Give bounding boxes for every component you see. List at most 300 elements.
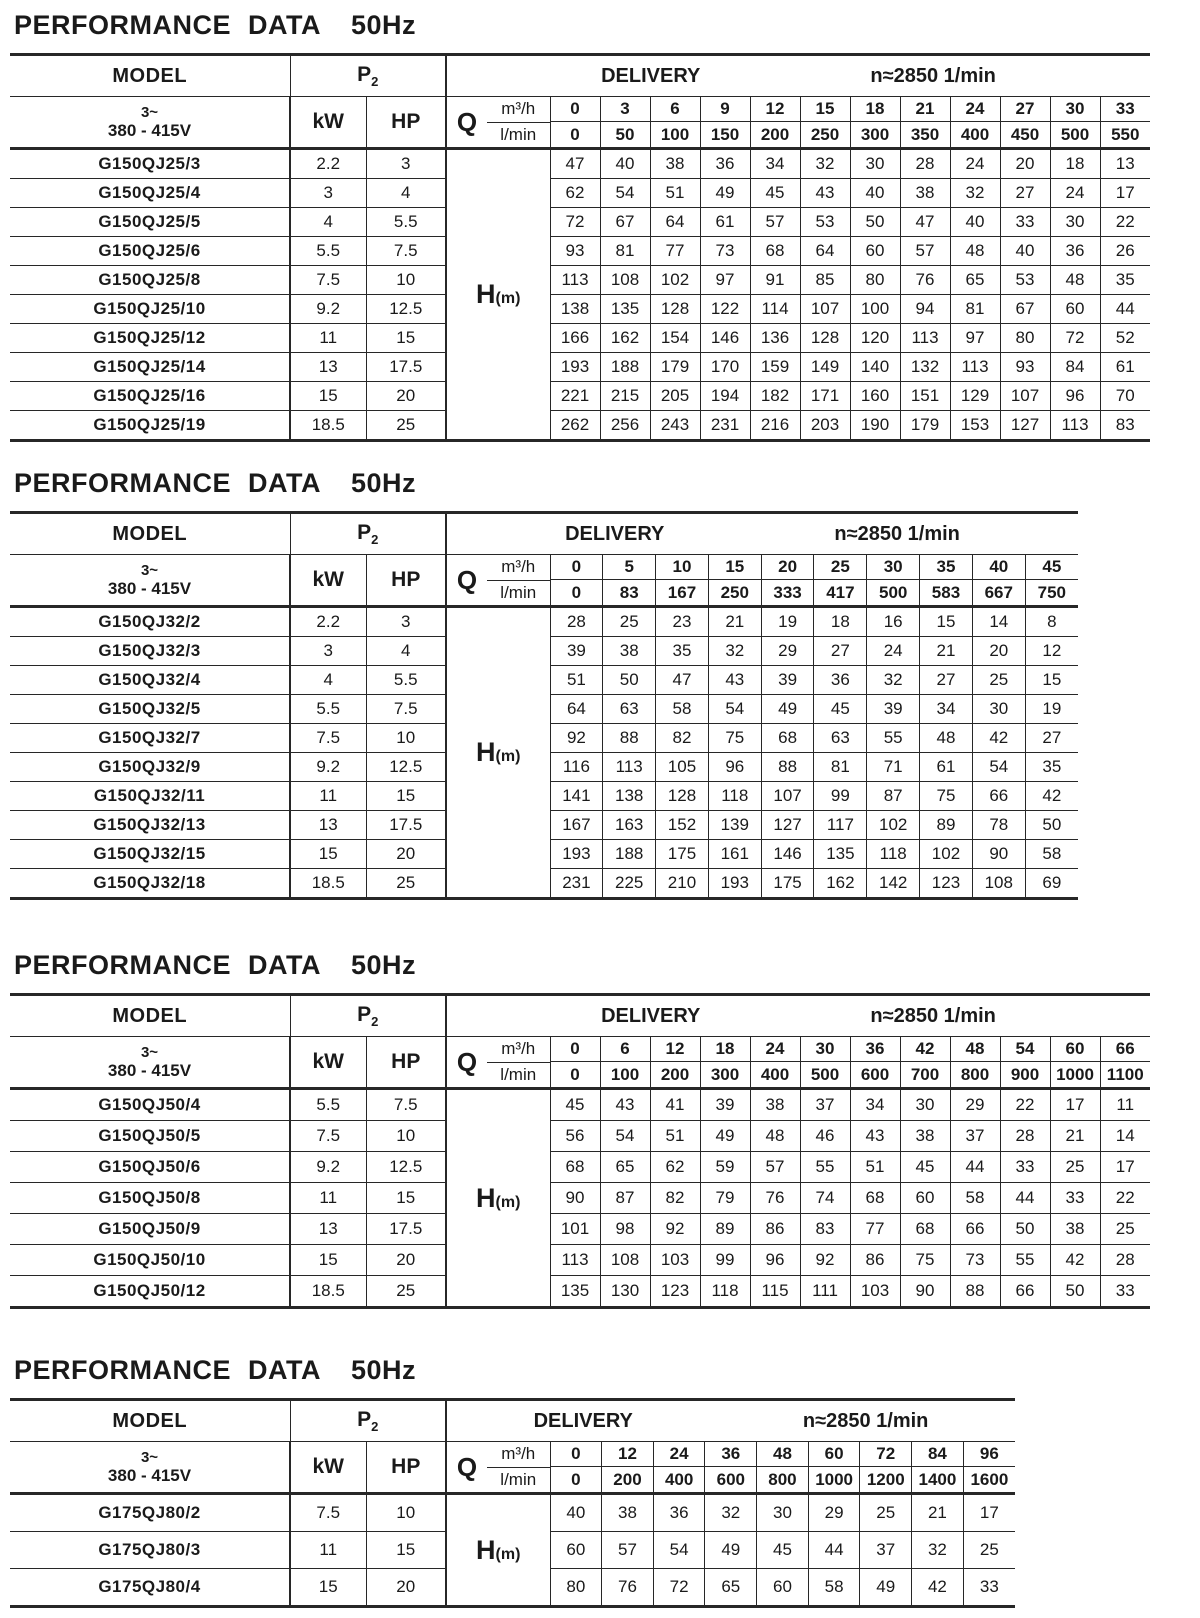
m3h-flow-value: 0 — [550, 97, 600, 122]
head-value: 38 — [750, 1089, 800, 1121]
head-value: 17 — [1100, 179, 1150, 208]
head-value: 161 — [708, 840, 761, 869]
model-row — [10, 324, 1150, 353]
model-name: G150QJ32/5 — [10, 695, 290, 724]
p2-subscript: 2 — [371, 74, 379, 90]
head-value: 89 — [920, 811, 973, 840]
head-value: 135 — [814, 840, 867, 869]
head-unit-cell — [446, 1089, 550, 1308]
head-value: 25 — [860, 1494, 912, 1532]
head-value: 27 — [920, 666, 973, 695]
head-value: 38 — [650, 149, 700, 179]
head-value: 40 — [1000, 237, 1050, 266]
head-value: 66 — [972, 782, 1025, 811]
head-value: 52 — [1100, 324, 1150, 353]
model-column-header: MODEL — [10, 1400, 290, 1442]
lmin-unit-label: l/min — [500, 582, 537, 602]
head-value: 113 — [550, 266, 600, 295]
model-name: G150QJ50/4 — [10, 1089, 290, 1121]
head-value: 86 — [750, 1214, 800, 1245]
head-value: 49 — [700, 1121, 750, 1152]
m3h-flow-value: 0 — [550, 1442, 602, 1467]
head-value: 42 — [1025, 782, 1078, 811]
m3h-flow-value: 12 — [750, 97, 800, 122]
head-value: 49 — [761, 695, 814, 724]
model-name: G150QJ50/6 — [10, 1152, 290, 1183]
m3h-flow-value: 24 — [750, 1037, 800, 1062]
kw-value: 15 — [290, 840, 366, 869]
head-value: 159 — [750, 353, 800, 382]
head-value: 65 — [600, 1152, 650, 1183]
head-value: 118 — [867, 840, 920, 869]
head-value: 225 — [603, 869, 656, 899]
model-row — [10, 237, 1150, 266]
head-value: 51 — [850, 1152, 900, 1183]
head-value: 231 — [550, 869, 603, 899]
head-value: 92 — [650, 1214, 700, 1245]
head-value: 50 — [1000, 1214, 1050, 1245]
m3h-flow-value: 30 — [1050, 97, 1100, 122]
head-value: 43 — [850, 1121, 900, 1152]
lmin-flow-value: 667 — [972, 580, 1025, 607]
p2-subscript: 2 — [371, 1419, 379, 1435]
head-value: 88 — [603, 724, 656, 753]
p2-label: P — [357, 520, 372, 544]
head-value: 72 — [1050, 324, 1100, 353]
phase-voltage-cell — [10, 1442, 290, 1494]
head-value: 93 — [550, 237, 600, 266]
head-value: 188 — [603, 840, 656, 869]
head-value: 80 — [1000, 324, 1050, 353]
head-value: 138 — [550, 295, 600, 324]
hp-value: 20 — [366, 840, 446, 869]
head-value: 46 — [800, 1121, 850, 1152]
head-unit-label: (m) — [495, 290, 521, 307]
performance-table — [10, 511, 1078, 900]
head-value: 194 — [700, 382, 750, 411]
head-value: 60 — [850, 237, 900, 266]
head-value: 188 — [600, 353, 650, 382]
lmin-flow-value: 300 — [700, 1062, 750, 1089]
head-value: 50 — [1025, 811, 1078, 840]
head-value: 55 — [867, 724, 920, 753]
head-value: 73 — [700, 237, 750, 266]
head-value: 21 — [708, 607, 761, 637]
kw-value: 5.5 — [290, 237, 366, 266]
m3h-flow-value: 24 — [950, 97, 1000, 122]
head-value: 140 — [850, 353, 900, 382]
catalog-page — [10, 10, 1200, 1608]
m3h-flow-value: 33 — [1100, 97, 1150, 122]
head-value: 40 — [550, 1494, 602, 1532]
m3h-flow-value: 6 — [650, 97, 700, 122]
lmin-flow-value: 350 — [900, 122, 950, 149]
hp-value: 5.5 — [366, 666, 446, 695]
performance-section — [10, 468, 1200, 900]
hp-value: 10 — [366, 1121, 446, 1152]
head-value: 39 — [700, 1089, 750, 1121]
head-value: 139 — [708, 811, 761, 840]
model-name: G150QJ25/6 — [10, 237, 290, 266]
model-name: G175QJ80/4 — [10, 1569, 290, 1607]
kw-value: 11 — [290, 324, 366, 353]
head-value: 40 — [600, 149, 650, 179]
head-value: 87 — [600, 1183, 650, 1214]
hp-value: 7.5 — [366, 237, 446, 266]
head-value: 54 — [708, 695, 761, 724]
lmin-flow-value: 100 — [650, 122, 700, 149]
head-value: 97 — [700, 266, 750, 295]
head-value: 149 — [800, 353, 850, 382]
head-value: 38 — [602, 1494, 654, 1532]
phase-voltage-cell — [10, 1037, 290, 1089]
hp-value: 4 — [366, 179, 446, 208]
m3h-flow-value: 18 — [700, 1037, 750, 1062]
head-label: H — [476, 737, 496, 767]
head-value: 56 — [550, 1121, 600, 1152]
lmin-flow-value: 400 — [750, 1062, 800, 1089]
column-header-row — [10, 55, 1150, 97]
kw-header: kW — [290, 555, 366, 607]
head-value: 41 — [650, 1089, 700, 1121]
head-value: 49 — [860, 1569, 912, 1607]
head-unit-cell — [446, 1494, 550, 1607]
head-value: 99 — [814, 782, 867, 811]
model-row — [10, 1183, 1150, 1214]
head-value: 107 — [800, 295, 850, 324]
head-value: 65 — [705, 1569, 757, 1607]
m3h-flow-value: 3 — [600, 97, 650, 122]
model-name: G150QJ50/5 — [10, 1121, 290, 1152]
model-row — [10, 149, 1150, 179]
head-value: 102 — [920, 840, 973, 869]
head-value: 44 — [950, 1152, 1000, 1183]
lmin-flow-value: 0 — [550, 580, 603, 607]
p2-subscript: 2 — [371, 1014, 379, 1030]
head-value: 37 — [950, 1121, 1000, 1152]
m3h-flow-value: 30 — [800, 1037, 850, 1062]
head-value: 71 — [867, 753, 920, 782]
head-value: 101 — [550, 1214, 600, 1245]
hp-value: 3 — [366, 607, 446, 637]
head-value: 32 — [705, 1494, 757, 1532]
lmin-flow-value: 400 — [950, 122, 1000, 149]
head-value: 14 — [972, 607, 1025, 637]
head-value: 63 — [603, 695, 656, 724]
head-value: 80 — [550, 1569, 602, 1607]
head-value: 17 — [963, 1494, 1015, 1532]
lmin-flow-value: 0 — [550, 1467, 602, 1494]
kw-value: 15 — [290, 1245, 366, 1276]
head-value: 75 — [920, 782, 973, 811]
head-value: 123 — [650, 1276, 700, 1308]
head-value: 55 — [1000, 1245, 1050, 1276]
head-value: 12 — [1025, 637, 1078, 666]
p2-column-header — [290, 513, 446, 555]
hp-header: HP — [366, 1442, 446, 1494]
m3h-flow-value: 84 — [912, 1442, 964, 1467]
head-value: 42 — [972, 724, 1025, 753]
model-row — [10, 1494, 1015, 1532]
head-value: 103 — [650, 1245, 700, 1276]
head-value: 30 — [900, 1089, 950, 1121]
head-value: 68 — [550, 1152, 600, 1183]
head-value: 128 — [656, 782, 709, 811]
model-name: G150QJ50/12 — [10, 1276, 290, 1308]
head-value: 36 — [653, 1494, 705, 1532]
hp-value: 12.5 — [366, 1152, 446, 1183]
head-value: 92 — [550, 724, 603, 753]
head-value: 81 — [600, 237, 650, 266]
lmin-flow-value: 333 — [761, 580, 814, 607]
head-value: 130 — [600, 1276, 650, 1308]
performance-table — [10, 993, 1150, 1309]
head-value: 231 — [700, 411, 750, 441]
model-name: G150QJ32/3 — [10, 637, 290, 666]
head-value: 30 — [850, 149, 900, 179]
flow-row-m3h — [10, 97, 1150, 122]
head-value: 29 — [808, 1494, 860, 1532]
head-value: 25 — [603, 607, 656, 637]
hp-header: HP — [366, 555, 446, 607]
head-value: 33 — [1050, 1183, 1100, 1214]
model-column-header: MODEL — [10, 55, 290, 97]
head-value: 117 — [814, 811, 867, 840]
lmin-flow-value: 550 — [1100, 122, 1150, 149]
head-value: 43 — [708, 666, 761, 695]
hp-value: 10 — [366, 266, 446, 295]
head-value: 24 — [1050, 179, 1100, 208]
hp-header: HP — [366, 1037, 446, 1089]
kw-value: 9.2 — [290, 753, 366, 782]
head-value: 35 — [1025, 753, 1078, 782]
hp-value: 17.5 — [366, 1214, 446, 1245]
head-value: 94 — [900, 295, 950, 324]
lmin-flow-value: 0 — [550, 122, 600, 149]
delivery-label: DELIVERY — [601, 1004, 701, 1027]
m3h-flow-value: 12 — [602, 1442, 654, 1467]
section-title — [14, 468, 1200, 499]
performance-table — [10, 53, 1150, 442]
head-value: 152 — [656, 811, 709, 840]
head-value: 182 — [750, 382, 800, 411]
voltage-label: 380 - 415V — [107, 121, 192, 140]
head-value: 79 — [700, 1183, 750, 1214]
q-label: Q — [456, 106, 478, 137]
head-value: 64 — [800, 237, 850, 266]
head-value: 45 — [814, 695, 867, 724]
head-value: 24 — [950, 149, 1000, 179]
head-value: 129 — [950, 382, 1000, 411]
lmin-flow-value: 583 — [920, 580, 973, 607]
hp-value: 25 — [366, 1276, 446, 1308]
head-value: 21 — [1050, 1121, 1100, 1152]
head-value: 127 — [761, 811, 814, 840]
lmin-flow-value: 150 — [700, 122, 750, 149]
m3h-unit-label: m³/h — [487, 1037, 550, 1063]
lmin-flow-value: 167 — [656, 580, 709, 607]
head-value: 59 — [700, 1152, 750, 1183]
head-value: 43 — [800, 179, 850, 208]
m3h-flow-value: 18 — [850, 97, 900, 122]
head-value: 66 — [1000, 1276, 1050, 1308]
kw-value: 3 — [290, 179, 366, 208]
head-value: 84 — [1050, 353, 1100, 382]
model-row — [10, 1276, 1150, 1308]
head-value: 48 — [750, 1121, 800, 1152]
head-value: 105 — [656, 753, 709, 782]
head-value: 120 — [850, 324, 900, 353]
head-value: 48 — [1050, 266, 1100, 295]
kw-value: 18.5 — [290, 869, 366, 899]
model-row — [10, 266, 1150, 295]
m3h-flow-value: 15 — [708, 555, 761, 580]
model-row — [10, 179, 1150, 208]
head-value: 89 — [700, 1214, 750, 1245]
lmin-flow-value: 250 — [800, 122, 850, 149]
head-value: 30 — [757, 1494, 809, 1532]
m3h-flow-value: 40 — [972, 555, 1025, 580]
head-value: 57 — [750, 1152, 800, 1183]
hp-value: 15 — [366, 324, 446, 353]
hp-value: 7.5 — [366, 1089, 446, 1121]
head-value: 193 — [550, 353, 600, 382]
phase-label: 3~ — [140, 104, 159, 121]
head-value: 108 — [600, 1245, 650, 1276]
head-value: 8 — [1025, 607, 1078, 637]
frequency-label: 50Hz — [351, 468, 417, 498]
flow-row-m3h — [10, 1037, 1150, 1062]
lmin-flow-value: 1100 — [1100, 1062, 1150, 1089]
head-value: 243 — [650, 411, 700, 441]
head-value: 45 — [900, 1152, 950, 1183]
m3h-flow-value: 12 — [650, 1037, 700, 1062]
head-value: 30 — [1050, 208, 1100, 237]
head-value: 61 — [920, 753, 973, 782]
m3h-flow-value: 36 — [850, 1037, 900, 1062]
m3h-flow-value: 20 — [761, 555, 814, 580]
kw-value: 11 — [290, 782, 366, 811]
flow-q-cell — [446, 1037, 550, 1089]
m3h-unit-label: m³/h — [487, 1442, 550, 1468]
head-value: 102 — [867, 811, 920, 840]
head-value: 34 — [850, 1089, 900, 1121]
m3h-flow-value: 42 — [900, 1037, 950, 1062]
head-value: 64 — [550, 695, 603, 724]
head-value: 49 — [705, 1532, 757, 1569]
head-value: 25 — [963, 1532, 1015, 1569]
head-value: 190 — [850, 411, 900, 441]
head-value: 13 — [1100, 149, 1150, 179]
head-value: 216 — [750, 411, 800, 441]
m3h-flow-value: 72 — [860, 1442, 912, 1467]
m3h-flow-value: 60 — [808, 1442, 860, 1467]
head-value: 138 — [603, 782, 656, 811]
head-value: 28 — [900, 149, 950, 179]
head-value: 42 — [912, 1569, 964, 1607]
lmin-unit-label: l/min — [500, 1469, 537, 1489]
phase-voltage-cell — [10, 555, 290, 607]
model-row — [10, 1152, 1150, 1183]
head-value: 23 — [656, 607, 709, 637]
head-value: 27 — [814, 637, 867, 666]
frequency-label: 50Hz — [351, 1355, 417, 1385]
head-value: 97 — [950, 324, 1000, 353]
head-value: 39 — [550, 637, 603, 666]
lmin-flow-value: 1000 — [1050, 1062, 1100, 1089]
kw-value: 9.2 — [290, 295, 366, 324]
model-row — [10, 353, 1150, 382]
lmin-flow-value: 1000 — [808, 1467, 860, 1494]
head-value: 142 — [867, 869, 920, 899]
model-row — [10, 1089, 1150, 1121]
head-value: 38 — [603, 637, 656, 666]
head-value: 67 — [1000, 295, 1050, 324]
m3h-flow-value: 36 — [705, 1442, 757, 1467]
head-value: 171 — [800, 382, 850, 411]
head-value: 35 — [656, 637, 709, 666]
kw-value: 13 — [290, 1214, 366, 1245]
head-value: 118 — [708, 782, 761, 811]
head-value: 115 — [750, 1276, 800, 1308]
head-value: 61 — [700, 208, 750, 237]
lmin-flow-value: 83 — [603, 580, 656, 607]
head-value: 58 — [950, 1183, 1000, 1214]
head-value: 113 — [550, 1245, 600, 1276]
model-name: G150QJ25/19 — [10, 411, 290, 441]
p2-column-header — [290, 1400, 446, 1442]
head-value: 37 — [800, 1089, 850, 1121]
head-value: 68 — [850, 1183, 900, 1214]
flow-row-m3h — [10, 1442, 1015, 1467]
q-label: Q — [456, 1046, 478, 1077]
head-value: 91 — [750, 266, 800, 295]
lmin-flow-value: 417 — [814, 580, 867, 607]
head-value: 39 — [761, 666, 814, 695]
kw-header: kW — [290, 1037, 366, 1089]
head-value: 175 — [761, 869, 814, 899]
head-value: 26 — [1100, 237, 1150, 266]
voltage-label: 380 - 415V — [107, 1061, 192, 1080]
section-title-text: PERFORMANCE DATA — [14, 468, 321, 498]
head-value: 81 — [950, 295, 1000, 324]
kw-value: 7.5 — [290, 266, 366, 295]
lmin-flow-value: 100 — [600, 1062, 650, 1089]
head-value: 51 — [650, 179, 700, 208]
hp-value: 10 — [366, 724, 446, 753]
model-name: G150QJ25/12 — [10, 324, 290, 353]
head-value: 29 — [761, 637, 814, 666]
head-value: 88 — [950, 1276, 1000, 1308]
head-value: 38 — [1050, 1214, 1100, 1245]
model-name: G150QJ32/2 — [10, 607, 290, 637]
speed-label: n≈2850 1/min — [870, 1004, 996, 1027]
model-name: G150QJ50/10 — [10, 1245, 290, 1276]
m3h-unit-label: m³/h — [487, 555, 550, 581]
kw-value: 13 — [290, 811, 366, 840]
head-value: 75 — [900, 1245, 950, 1276]
head-value: 38 — [900, 1121, 950, 1152]
head-value: 44 — [1000, 1183, 1050, 1214]
head-value: 33 — [1100, 1276, 1150, 1308]
head-value: 141 — [550, 782, 603, 811]
hp-value: 20 — [366, 1569, 446, 1607]
kw-value: 15 — [290, 1569, 366, 1607]
head-value: 40 — [850, 179, 900, 208]
model-row — [10, 1245, 1150, 1276]
kw-value: 18.5 — [290, 411, 366, 441]
head-value: 44 — [1100, 295, 1150, 324]
